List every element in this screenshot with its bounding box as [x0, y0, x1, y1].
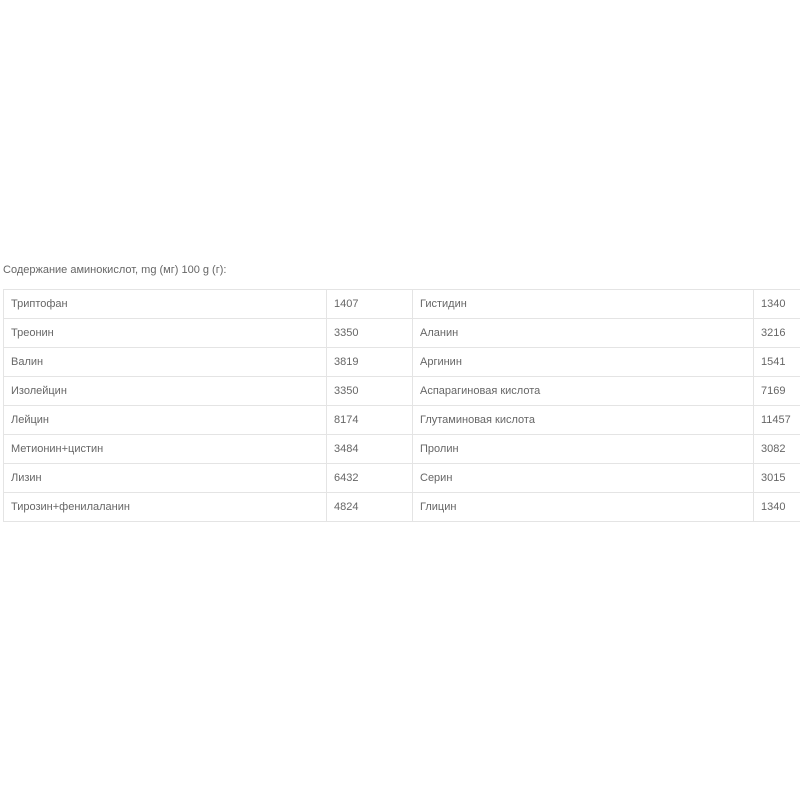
amino-name-cell: Лейцин: [4, 406, 327, 435]
amino-name-cell: Серин: [413, 464, 754, 493]
amino-value-cell: 1407: [327, 290, 413, 319]
amino-value-cell: 3216: [754, 319, 800, 348]
amino-name-cell: Треонин: [4, 319, 327, 348]
amino-value-cell: 11457: [754, 406, 800, 435]
table-row: [4, 348, 800, 377]
amino-name-cell: Тирозин+фенилаланин: [4, 493, 327, 522]
amino-value-cell: 3015: [754, 464, 800, 493]
amino-name-cell: Валин: [4, 348, 327, 377]
amino-name-cell: Лизин: [4, 464, 327, 493]
amino-value-cell: 1340: [754, 290, 800, 319]
amino-name-cell: Пролин: [413, 435, 754, 464]
amino-value-cell: 1340: [754, 493, 800, 522]
table-row: [4, 493, 800, 522]
amino-name-cell: Метионин+цистин: [4, 435, 327, 464]
amino-value-cell: 3350: [327, 377, 413, 406]
amino-name-cell: Глутаминовая кислота: [413, 406, 754, 435]
amino-name-cell: Глицин: [413, 493, 754, 522]
amino-value-cell: 3350: [327, 319, 413, 348]
amino-name-cell: Гистидин: [413, 290, 754, 319]
amino-value-cell: 8174: [327, 406, 413, 435]
amino-name-cell: Изолейцин: [4, 377, 327, 406]
amino-value-cell: 1541: [754, 348, 800, 377]
amino-name-cell: Аргинин: [413, 348, 754, 377]
amino-name-cell: Аспарагиновая кислота: [413, 377, 754, 406]
table-row: [4, 377, 800, 406]
amino-value-cell: 3819: [327, 348, 413, 377]
table-row: [4, 319, 800, 348]
amino-value-cell: 3082: [754, 435, 800, 464]
amino-name-cell: Аланин: [413, 319, 754, 348]
amino-value-cell: 7169: [754, 377, 800, 406]
amino-value-cell: 3484: [327, 435, 413, 464]
amino-name-cell: Триптофан: [4, 290, 327, 319]
amino-value-cell: 4824: [327, 493, 413, 522]
table-row: [4, 290, 800, 319]
amino-acids-section-title: Содержание аминокислот, mg (мг) 100 g (г):: [3, 264, 227, 276]
table-row: [4, 464, 800, 493]
amino-value-cell: 6432: [327, 464, 413, 493]
amino-acids-table-body: [4, 290, 800, 522]
table-row: [4, 406, 800, 435]
table-row: [4, 435, 800, 464]
amino-acids-table: [3, 289, 800, 522]
